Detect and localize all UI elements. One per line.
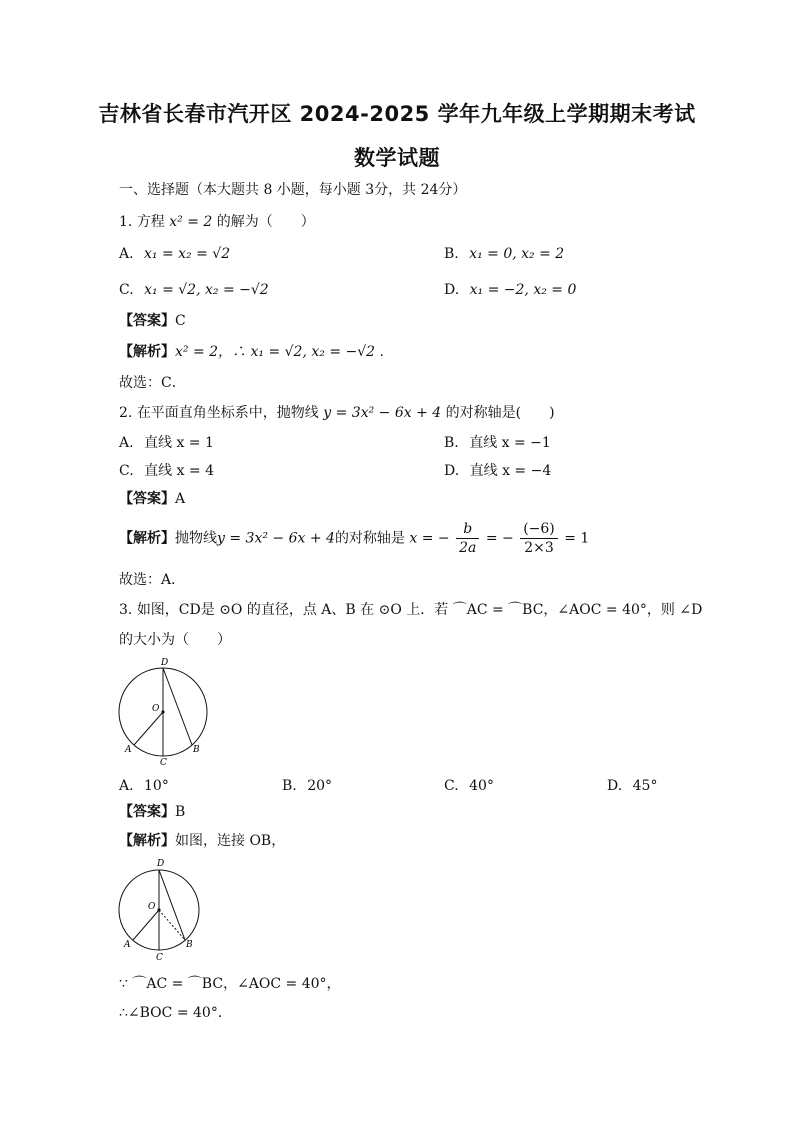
q3-therefore: ∴∠BOC = 40°．	[119, 1005, 232, 1021]
q2-frac1-numerator: b	[456, 520, 479, 539]
q3-number: 3.	[119, 602, 133, 618]
q3-option-d	[607, 776, 657, 796]
q3-opt-a-text: 10°	[144, 778, 169, 794]
q3-opt-c-text: 40°	[469, 778, 494, 794]
q2-number: 2.	[119, 405, 133, 421]
q3-option-c	[444, 776, 494, 796]
q2-fraction-2	[520, 520, 558, 557]
q2-analysis-eq2: = −	[485, 530, 514, 547]
q1-opt-d-label: D.	[444, 282, 460, 298]
q3-option-a	[119, 776, 169, 796]
page-title: 吉林省长春市汽开区 2024-2025 学年九年级上学期期末考试	[98, 102, 696, 126]
q1-analysis-text: x² = 2，∴ x₁ = √2, x₂ = −√2 .	[175, 344, 384, 360]
q3-stem-text: 如图，CD是 ⊙O 的直径，点 A、B 在 ⊙O 上．若 ⌒AC = ⌒BC，∠AOC = 40°，则 ∠D	[136, 602, 703, 618]
label-o-2: O	[148, 902, 156, 912]
segment-db-2	[159, 870, 185, 940]
label-c-2: C	[156, 953, 163, 963]
q2-frac2-denominator: 2×3	[524, 540, 554, 556]
q3-opt-d-label: D.	[607, 778, 623, 794]
q3-analysis-text: 如图，连接 OB，	[175, 833, 286, 849]
q1-option-d	[444, 280, 576, 300]
center-point	[161, 710, 164, 713]
q3-solution-figure	[116, 854, 216, 966]
q1-stem-post: 的解为（ ）	[216, 214, 315, 230]
q3-answer	[119, 802, 185, 822]
q2-analysis-eq: y = 3x² − 6x + 4	[217, 530, 335, 547]
center-point-2	[157, 908, 160, 911]
label-d-2: D	[157, 859, 165, 869]
page-subtitle: 数学试题	[354, 146, 440, 170]
q2-analysis-mid: 的对称轴是	[334, 530, 405, 547]
q1-answer-tag: 【答案】	[119, 313, 175, 329]
q1-stem-eq: x² = 2	[169, 214, 213, 230]
q2-frac2-numerator: (−6)	[520, 520, 558, 539]
label-b: B	[193, 745, 200, 755]
q2-opt-c-label: C.	[119, 463, 134, 479]
q1-opt-b-text: x₁ = 0, x₂ = 2	[469, 246, 565, 262]
q2-opt-a-label: A.	[119, 435, 134, 451]
q1-option-b	[444, 244, 564, 264]
q2-analysis-x: x = −	[409, 530, 450, 547]
segment-ob-dashed	[159, 910, 185, 940]
q2-stem	[119, 403, 555, 423]
q3-answer-tag: 【答案】	[119, 804, 175, 820]
q2-option-b	[444, 433, 551, 453]
q1-conclusion: 故选：C．	[119, 375, 186, 391]
segment-oa	[134, 712, 163, 745]
q3-answer-value: B	[175, 804, 186, 820]
q2-opt-d-label: D.	[444, 463, 460, 479]
q2-stem-eq: y = 3x² − 6x + 4	[323, 405, 442, 421]
q2-opt-c-text: 直线 x = 4	[144, 463, 215, 479]
q1-option-a	[119, 244, 230, 264]
label-a: A	[125, 745, 132, 755]
q2-answer-value: A	[175, 491, 186, 507]
q2-fraction-1	[456, 520, 479, 557]
q2-opt-b-text: 直线 x = −1	[469, 435, 551, 451]
q1-opt-b-label: B.	[444, 246, 459, 262]
label-o: O	[152, 704, 160, 714]
q2-opt-a-text: 直线 x = 1	[144, 435, 214, 451]
q3-opt-a-label: A.	[119, 778, 134, 794]
q2-conclusion: 故选：A．	[119, 572, 186, 588]
q1-analysis	[119, 342, 384, 362]
q1-opt-c-text: x₁ = √2, x₂ = −√2	[144, 282, 269, 298]
q2-stem-pre: 在平面直角坐标系中，抛物线	[136, 405, 319, 421]
q3-stem-line2: 的大小为（ ）	[119, 632, 231, 648]
q3-option-b	[282, 776, 332, 796]
q1-opt-d-text: x₁ = −2, x₂ = 0	[469, 282, 577, 298]
q3-opt-b-label: B.	[282, 778, 297, 794]
q3-analysis-tag: 【解析】	[119, 833, 175, 849]
q2-frac1-denominator: 2a	[459, 540, 477, 556]
q3-opt-d-text: 45°	[632, 778, 658, 794]
q2-analysis-result: = 1	[564, 530, 590, 547]
section-heading: 一、选择题（本大题共 8 小题，每小题 3分，共 24分）	[119, 182, 467, 198]
label-b-2: B	[186, 940, 193, 950]
q3-circle-figure	[116, 656, 216, 768]
q2-opt-d-text: 直线 x = −4	[469, 463, 552, 479]
q1-analysis-tag: 【解析】	[119, 344, 175, 360]
q3-because: ∵ ⌒AC = ⌒BC，∠AOC = 40°，	[119, 976, 341, 992]
q2-answer-tag: 【答案】	[119, 491, 175, 507]
q1-opt-a-text: x₁ = x₂ = √2	[144, 246, 231, 262]
label-a-2: A	[124, 940, 131, 950]
q3-opt-c-label: C.	[444, 778, 459, 794]
q2-analysis-tag: 【解析】	[119, 530, 175, 547]
q2-analysis	[119, 520, 589, 557]
q3-analysis	[119, 831, 285, 851]
q1-stem-pre: 方程	[136, 214, 165, 230]
q1-option-c	[119, 280, 269, 300]
segment-oa-2	[133, 910, 159, 940]
q1-answer	[119, 311, 186, 331]
q2-option-d	[444, 461, 551, 481]
segment-db	[163, 668, 192, 745]
q3-opt-b-text: 20°	[307, 778, 333, 794]
q2-stem-post: 的对称轴是( )	[445, 405, 555, 421]
q3-stem-line1	[119, 600, 702, 620]
q1-opt-c-label: C.	[119, 282, 134, 298]
q1-stem	[119, 212, 315, 232]
q2-opt-b-label: B.	[444, 435, 459, 451]
label-c: C	[160, 758, 167, 768]
q2-answer	[119, 489, 185, 509]
q2-analysis-pre: 抛物线	[175, 530, 217, 547]
q1-answer-value: C	[175, 313, 186, 329]
q1-number: 1.	[119, 214, 133, 230]
q1-opt-a-label: A.	[119, 246, 134, 262]
label-d: D	[161, 658, 169, 668]
q2-option-a	[119, 433, 214, 453]
q2-option-c	[119, 461, 214, 481]
